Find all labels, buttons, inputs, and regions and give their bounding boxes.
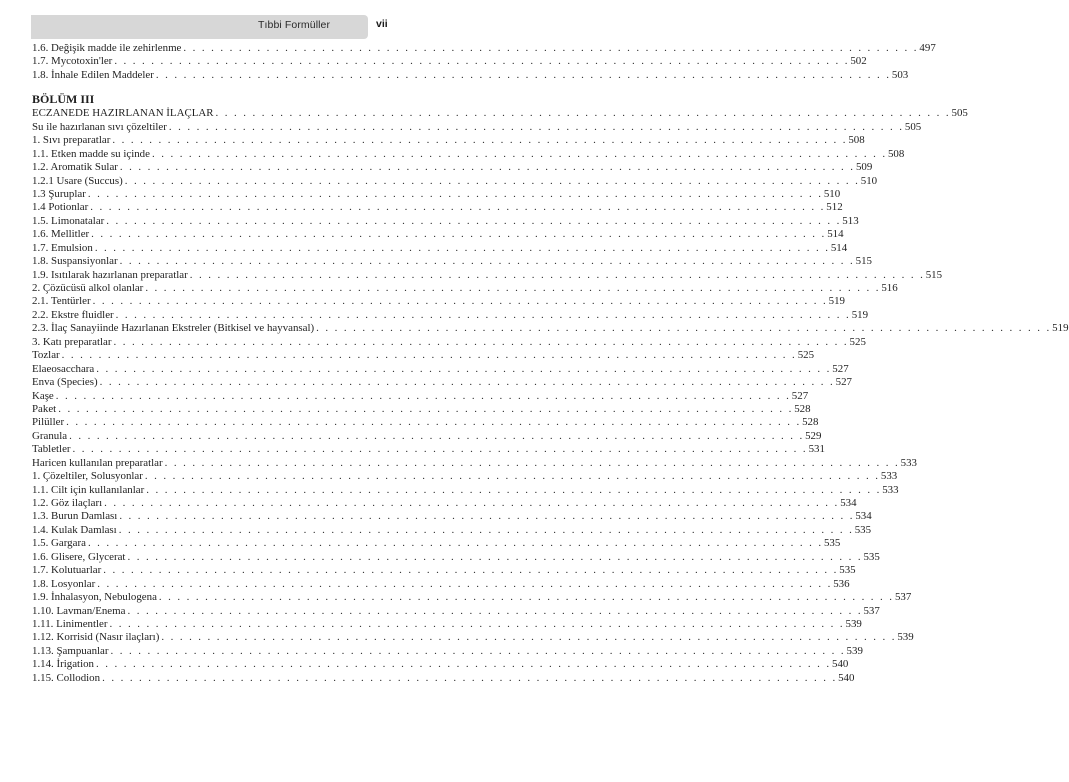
toc-entry-page: 539	[845, 617, 862, 630]
toc-entry-page: 528	[794, 402, 811, 415]
dot-leader: . . . . . . . . . . . . . . . . . . . . . . . . . . . . . . . . . . . . . . . . . . . . . . . . . . . . . . . . . . . . . . . . . . . . . . . . . . . . . . . .	[92, 295, 828, 308]
dot-leader: . . . . . . . . . . . . . . . . . . . . . . . . . . . . . . . . . . . . . . . . . . . . . . . . . . . . . . . . . . . . . . . . . . . . . . . . . . . . . . . .	[183, 42, 919, 54]
toc-entry	[32, 241, 848, 255]
toc-entry-title: 1. Sıvı preparatlar	[32, 134, 111, 147]
toc-entry	[32, 483, 899, 497]
toc-entry	[32, 322, 1069, 335]
toc-entry	[32, 617, 862, 631]
toc-entry-page: 505	[904, 120, 922, 133]
toc-entry-title: 2.2. Ekstre fluidler	[32, 308, 114, 321]
dot-leader: . . . . . . . . . . . . . . . . . . . . . . . . . . . . . . . . . . . . . . . . . . . . . . . . . . . . . . . . . . . . . . . . . . . . . . . . . . . . . . . .	[91, 228, 827, 241]
toc-entry-title: Elaeosaccharа	[32, 362, 95, 375]
toc-entry-title: 1.12. Korrisid (Nasır ilaçları)	[32, 631, 160, 644]
toc-entry	[32, 564, 856, 577]
toc-entry	[32, 349, 815, 362]
toc-entry-title: Tozlar	[32, 349, 60, 362]
toc-entry	[32, 416, 819, 429]
toc-entry	[32, 537, 841, 550]
toc-entry-title: 2. Çözücüsü alkol olanlar	[32, 282, 144, 294]
toc-entry-title: Kaşe	[32, 389, 54, 402]
toc-entry-title: 1.8. Suspansiyonlar	[32, 255, 118, 268]
dot-leader: . . . . . . . . . . . . . . . . . . . . . . . . . . . . . . . . . . . . . . . . . . . . . . . . . . . . . . . . . . . . . . . . . . . . . . . . . . . . . . . .	[87, 187, 823, 200]
toc-entry	[32, 107, 968, 120]
toc-entry-title: 1.9. Isıtılarak hazırlanan preparatlar	[32, 268, 188, 281]
running-header-title: Tıbbi Formüller	[258, 19, 331, 31]
toc-entry-title: 1.3 Şuruplar	[32, 187, 86, 200]
toc-entry	[32, 429, 822, 443]
toc-entry-page: 510	[860, 174, 878, 187]
dot-leader: . . . . . . . . . . . . . . . . . . . . . . . . . . . . . . . . . . . . . . . . . . . . . . . . . . . . . . . . . . . . . . . . . . . . . . . . . . . . . . . .	[124, 174, 860, 187]
toc-entry-title: 1.6. Mellitler	[32, 228, 90, 241]
toc-entry-page: 527	[832, 362, 849, 375]
toc-entry-page: 510	[823, 187, 841, 200]
dot-leader: . . . . . . . . . . . . . . . . . . . . . . . . . . . . . . . . . . . . . . . . . . . . . . . . . . . . . . . . . . . . . . . . . . . . . . . . . . . . . . . .	[87, 537, 823, 550]
toc-entry-page: 528	[802, 416, 819, 429]
toc-entry-title: 1.5. Limonatalar	[32, 214, 105, 227]
toc-entry-page: 533	[900, 456, 917, 469]
toc-entry	[32, 68, 909, 82]
toc-entry	[32, 523, 872, 537]
dot-leader: . . . . . . . . . . . . . . . . . . . . . . . . . . . . . . . . . . . . . . . . . . . . . . . . . . . . . . . . . . . . . . . . . . . . . . . . . . . . . . . .	[99, 376, 835, 389]
toc-entry	[32, 389, 809, 403]
toc-entry	[32, 671, 855, 685]
toc-entry-title: 1.7. Emulsion	[32, 241, 93, 254]
dot-leader: . . . . . . . . . . . . . . . . . . . . . . . . . . . . . . . . . . . . . . . . . . . . . . . . . . . . . . . . . . . . . . . . . . . . . . . . . . . . . . . .	[102, 671, 838, 684]
toc-entry-title: 1.1. Cilt için kullanılanlar	[32, 483, 145, 496]
toc-entry	[32, 591, 912, 604]
toc-entry	[32, 147, 905, 161]
dot-leader: . . . . . . . . . . . . . . . . . . . . . . . . . . . . . . . . . . . . . . . . . . . . . . . . . . . . . . . . . . . . . . . . . . . . . . . . . . . . . . . .	[61, 349, 797, 362]
toc-entry-title: 2.1. Tentürler	[32, 295, 91, 308]
toc-entry-page: 537	[863, 604, 880, 617]
toc-entry-page: 525	[797, 349, 815, 362]
toc-entry-page: 539	[897, 631, 914, 644]
dot-leader: . . . . . . . . . . . . . . . . . . . . . . . . . . . . . . . . . . . . . . . . . . . . . . . . . . . . . . . . . . . . . . . . . . . . . . . . . . . . . . . .	[155, 68, 891, 81]
toc-entry	[32, 510, 872, 523]
toc-entry-page: 513	[842, 214, 859, 227]
toc-entry-title: Paket	[32, 402, 57, 415]
toc-entry-title: 1.9. İnhalasyon, Nebulogena	[32, 591, 157, 604]
toc-entry-title: Haricen kullanılan preparatlar	[32, 456, 163, 469]
toc-entry-page: 503	[891, 68, 909, 81]
toc-entry-page: 535	[863, 550, 880, 563]
dot-leader: . . . . . . . . . . . . . . . . . . . . . . . . . . . . . . . . . . . . . . . . . . . . . . . . . . . . . . . . . . . . . . . . . . . . . . . . . . . . . . . .	[58, 402, 794, 415]
toc-entry-title: 1.15. Collodion	[32, 671, 101, 684]
dot-leader: . . . . . . . . . . . . . . . . . . . . . . . . . . . . . . . . . . . . . . . . . . . . . . . . . . . . . . . . . . . . . . . . . . . . . . . . . . . . . . . .	[90, 201, 826, 214]
dot-leader: . . . . . . . . . . . . . . . . . . . . . . . . . . . . . . . . . . . . . . . . . . . . . . . . . . . . . . . . . . . . . . . . . . . . . . . . . . . . . . . .	[151, 147, 887, 160]
toc-entry-title: Enva (Species)	[32, 376, 98, 389]
toc-entry	[32, 255, 872, 268]
toc-entry-page: 525	[849, 335, 866, 348]
dot-leader: . . . . . . . . . . . . . . . . . . . . . . . . . . . . . . . . . . . . . . . . . . . . . . . . . . . . . . . . . . . . . . . . . . . . . . . . . . . . . . . .	[114, 55, 850, 68]
toc-entry-page: 516	[881, 282, 898, 294]
toc-entry-page: 533	[882, 483, 899, 496]
toc-entry	[32, 631, 914, 644]
toc-entry	[32, 120, 922, 134]
dot-leader: . . . . . . . . . . . . . . . . . . . . . . . . . . . . . . . . . . . . . . . . . . . . . . . . . . . . . . . . . . . . . . . . . . . . . . . . . . . . . . . .	[106, 214, 842, 227]
dot-leader: . . . . . . . . . . . . . . . . . . . . . . . . . . . . . . . . . . . . . . . . . . . . . . . . . . . . . . . . . . . . . . . . . . . . . . . . . . . . . . . .	[110, 644, 846, 657]
toc-entry	[32, 268, 943, 282]
toc-entry-title: 1.7. Mycotoxin'ler	[32, 55, 113, 68]
dot-leader: . . . . . . . . . . . . . . . . . . . . . . . . . . . . . . . . . . . . . . . . . . . . . . . . . . . . . . . . . . . . . . . . . . . . . . . . . . . . . . . .	[119, 255, 855, 268]
toc-entry-title: 1.14. İrigation	[32, 658, 95, 671]
toc-entry-page: 531	[808, 443, 825, 456]
toc-entry-page: 537	[894, 591, 912, 604]
dot-leader: . . . . . . . . . . . . . . . . . . . . . . . . . . . . . . . . . . . . . . . . . . . . . . . . . . . . . . . . . . . . . . . . . . . . . . . . . . . . . . . .	[69, 429, 805, 442]
toc-entry-page: 508	[848, 134, 865, 147]
toc-entry-page: 534	[855, 510, 872, 523]
dot-leader: . . . . . . . . . . . . . . . . . . . . . . . . . . . . . . . . . . . . . . . . . . . . . . . . . . . . . . . . . . . . . . . . . . . . . . . . . . . . . . . .	[118, 523, 854, 536]
toc-entry	[32, 470, 898, 483]
toc-entry-title: 1.7. Kolutuarlar	[32, 564, 102, 577]
toc-entry-title: 1.8. Losyonlar	[32, 577, 96, 590]
toc-entry-title: Pilüller	[32, 416, 65, 429]
dot-leader: . . . . . . . . . . . . . . . . . . . . . . . . . . . . . . . . . . . . . . . . . . . . . . . . . . . . . . . . . . . . . . . . . . . . . . . . . . . . . . . .	[145, 282, 881, 294]
dot-leader: . . . . . . . . . . . . . . . . . . . . . . . . . . . . . . . . . . . . . . . . . . . . . . . . . . . . . . . . . . . . . . . . . . . . . . . . . . . . . . . .	[113, 335, 849, 348]
toc-entry-title: 1.13. Şampuanlar	[32, 644, 109, 657]
toc-entry-title: 1.8. İnhale Edilen Maddeler	[32, 68, 154, 81]
toc-entry	[32, 550, 880, 564]
dot-leader: . . . . . . . . . . . . . . . . . . . . . . . . . . . . . . . . . . . . . . . . . . . . . . . . . . . . . . . . . . . . . . . . . . . . . . . . . . . . . . . .	[96, 658, 832, 671]
toc-entry-title: ECZANEDE HAZIRLANAN İLAÇLAR	[32, 107, 214, 120]
toc-entry-page: 512	[826, 201, 843, 214]
dot-leader: . . . . . . . . . . . . . . . . . . . . . . . . . . . . . . . . . . . . . . . . . . . . . . . . . . . . . . . . . . . . . . . . . . . . . . . . . . . . . . . .	[103, 564, 839, 577]
toc-entry-title: Tabletler	[32, 443, 71, 456]
toc-entry-page: 508	[887, 147, 905, 160]
toc-entry	[32, 456, 917, 470]
toc-entry-page: 536	[833, 577, 850, 590]
toc-entry-page: 540	[832, 658, 849, 671]
toc-entry	[32, 362, 849, 376]
dot-leader: . . . . . . . . . . . . . . . . . . . . . . . . . . . . . . . . . . . . . . . . . . . . . . . . . . . . . . . . . . . . . . . . . . . . . . . . . . . . . . . .	[168, 120, 904, 133]
toc-entry-page: 515	[925, 268, 943, 281]
toc-entry-page: 509	[855, 161, 873, 174]
section-heading: BÖLÜM III	[32, 92, 95, 107]
toc-entry-page: 527	[791, 389, 809, 402]
toc-entry	[32, 308, 869, 322]
toc-entry	[32, 497, 857, 510]
toc-entry-page: 529	[805, 429, 822, 442]
toc-entry-page: 533	[880, 470, 898, 483]
toc-entry-page: 519	[851, 308, 869, 321]
page-number: vii	[376, 18, 388, 30]
toc-entry	[32, 443, 825, 456]
toc-entry-title: 1.4 Potionlar	[32, 201, 89, 214]
dot-leader: . . . . . . . . . . . . . . . . . . . . . . . . . . . . . . . . . . . . . . . . . . . . . . . . . . . . . . . . . . . . . . . . . . . . . . . . . . . . . . . .	[161, 631, 897, 644]
dot-leader: . . . . . . . . . . . . . . . . . . . . . . . . . . . . . . . . . . . . . . . . . . . . . . . . . . . . . . . . . . . . . . . . . . . . . . . . . . . . . . . .	[119, 161, 855, 174]
toc-entry-title: 1.10. Lavman/Enema	[32, 604, 126, 617]
dot-leader: . . . . . . . . . . . . . . . . . . . . . . . . . . . . . . . . . . . . . . . . . . . . . . . . . . . . . . . . . . . . . . . . . . . . . . . . . . . . . . . .	[104, 497, 840, 509]
dot-leader: . . . . . . . . . . . . . . . . . . . . . . . . . . . . . . . . . . . . . . . . . . . . . . . . . . . . . . . . . . . . . . . . . . . . . . . . . . . . . . . .	[144, 470, 880, 483]
toc-entry-title: Granula	[32, 429, 68, 442]
toc-entry-title: 1.11. Linimentler	[32, 617, 108, 630]
toc-entry-title: 1. Çözeltiler, Solusyonlar	[32, 470, 143, 483]
dot-leader: . . . . . . . . . . . . . . . . . . . . . . . . . . . . . . . . . . . . . . . . . . . . . . . . . . . . . . . . . . . . . . . . . . . . . . . . . . . . . . . .	[189, 268, 925, 281]
toc-entry	[32, 644, 863, 658]
dot-leader: . . . . . . . . . . . . . . . . . . . . . . . . . . . . . . . . . . . . . . . . . . . . . . . . . . . . . . . . . . . . . . . . . . . . . . . . . . . . . . . .	[158, 591, 894, 604]
toc-entry-page: 519	[828, 295, 845, 308]
toc-entry-page: 527	[835, 376, 852, 389]
toc-entry	[32, 604, 880, 618]
toc-entry	[32, 55, 867, 68]
toc-entry-title: 1.3. Burun Damlası	[32, 510, 118, 523]
toc-entry-page: 535	[839, 564, 856, 577]
toc-entry	[32, 282, 898, 295]
toc-entry	[32, 658, 849, 671]
toc-entry-page: 514	[827, 228, 844, 241]
toc-entry	[32, 174, 878, 188]
dot-leader: . . . . . . . . . . . . . . . . . . . . . . . . . . . . . . . . . . . . . . . . . . . . . . . . . . . . . . . . . . . . . . . . . . . . . . . . . . . . . . . .	[146, 483, 882, 496]
toc-entry-page: 535	[854, 523, 872, 536]
dot-leader: . . . . . . . . . . . . . . . . . . . . . . . . . . . . . . . . . . . . . . . . . . . . . . . . . . . . . . . . . . . . . . . . . . . . . . . . . . . . . . . .	[119, 510, 855, 523]
toc-entry	[32, 402, 811, 416]
toc-entry-title: 1.5. Gargara	[32, 537, 86, 550]
toc-entry-title: 1.4. Kulak Damlası	[32, 523, 117, 536]
dot-leader: . . . . . . . . . . . . . . . . . . . . . . . . . . . . . . . . . . . . . . . . . . . . . . . . . . . . . . . . . . . . . . . . . . . . . . . . . . . . . . . .	[55, 389, 791, 402]
toc-entry	[32, 577, 850, 591]
toc-entry-title: 1.1. Etken madde su içinde	[32, 147, 150, 160]
toc-entry	[32, 161, 873, 174]
dot-leader: . . . . . . . . . . . . . . . . . . . . . . . . . . . . . . . . . . . . . . . . . . . . . . . . . . . . . . . . . . . . . . . . . . . . . . . . . . . . . . . .	[164, 456, 900, 469]
toc-entry	[32, 214, 859, 228]
dot-leader: . . . . . . . . . . . . . . . . . . . . . . . . . . . . . . . . . . . . . . . . . . . . . . . . . . . . . . . . . . . . . . . . . . . . . . . . . . . . . . . .	[97, 577, 833, 590]
toc-entry-page: 502	[850, 55, 867, 68]
toc-entry-title: 3. Katı preparatlar	[32, 335, 112, 348]
toc-entry-page: 514	[830, 241, 848, 254]
dot-leader: . . . . . . . . . . . . . . . . . . . . . . . . . . . . . . . . . . . . . . . . . . . . . . . . . . . . . . . . . . . . . . . . . . . . . . . . . . . . . . . .	[96, 362, 832, 375]
toc-main-list	[32, 107, 1069, 685]
table-of-contents	[32, 42, 1069, 685]
toc-entry	[32, 335, 866, 349]
toc-entry-page: 519	[1052, 322, 1069, 335]
dot-leader: . . . . . . . . . . . . . . . . . . . . . . . . . . . . . . . . . . . . . . . . . . . . . . . . . . . . . . . . . . . . . . . . . . . . . . . . . . . . . . . .	[112, 134, 848, 147]
toc-entry-page: 539	[846, 644, 863, 657]
toc-entry-title: 1.6. Glisere, Glycerat	[32, 550, 126, 563]
dot-leader: . . . . . . . . . . . . . . . . . . . . . . . . . . . . . . . . . . . . . . . . . . . . . . . . . . . . . . . . . . . . . . . . . . . . . . . . . . . . . . . .	[109, 617, 845, 630]
dot-leader: . . . . . . . . . . . . . . . . . . . . . . . . . . . . . . . . . . . . . . . . . . . . . . . . . . . . . . . . . . . . . . . . . . . . . . . . . . . . . . . .	[127, 550, 863, 563]
dot-leader: . . . . . . . . . . . . . . . . . . . . . . . . . . . . . . . . . . . . . . . . . . . . . . . . . . . . . . . . . . . . . . . . . . . . . . . . . . . . . . . .	[316, 322, 1052, 335]
toc-entry-page: 505	[951, 107, 968, 120]
toc-entry-page: 534	[840, 497, 857, 509]
dot-leader: . . . . . . . . . . . . . . . . . . . . . . . . . . . . . . . . . . . . . . . . . . . . . . . . . . . . . . . . . . . . . . . . . . . . . . . . . . . . . . . .	[94, 241, 830, 254]
dot-leader: . . . . . . . . . . . . . . . . . . . . . . . . . . . . . . . . . . . . . . . . . . . . . . . . . . . . . . . . . . . . . . . . . . . . . . . . . . . . . . . .	[127, 604, 863, 617]
toc-entry	[32, 201, 843, 214]
toc-entry-title: Su ile hazırlanan sıvı çözeltiler	[32, 120, 167, 133]
toc-entry-title: 2.3. İlaç Sanayiinde Hazırlanan Ekstreler (Bitkisel ve hayvansal)	[32, 322, 315, 335]
toc-entry	[32, 228, 844, 241]
toc-entry-title: 1.2. Aromatik Sular	[32, 161, 118, 174]
dot-leader: . . . . . . . . . . . . . . . . . . . . . . . . . . . . . . . . . . . . . . . . . . . . . . . . . . . . . . . . . . . . . . . . . . . . . . . . . . . . . . . .	[72, 443, 808, 456]
dot-leader: . . . . . . . . . . . . . . . . . . . . . . . . . . . . . . . . . . . . . . . . . . . . . . . . . . . . . . . . . . . . . . . . . . . . . . . . . . . . . . . .	[115, 308, 851, 321]
dot-leader: . . . . . . . . . . . . . . . . . . . . . . . . . . . . . . . . . . . . . . . . . . . . . . . . . . . . . . . . . . . . . . . . . . . . . . . . . . . . . . . .	[215, 107, 951, 120]
toc-entry-page: 535	[823, 537, 841, 550]
toc-entry-page: 497	[919, 42, 936, 54]
toc-entry	[32, 295, 845, 308]
dot-leader: . . . . . . . . . . . . . . . . . . . . . . . . . . . . . . . . . . . . . . . . . . . . . . . . . . . . . . . . . . . . . . . . . . . . . . . . . . . . . . . .	[66, 416, 802, 429]
toc-entry	[32, 376, 852, 389]
toc-entry	[32, 42, 936, 55]
toc-entry	[32, 187, 841, 201]
toc-top-list	[32, 42, 936, 82]
toc-entry	[32, 134, 865, 147]
toc-entry-page: 540	[838, 671, 855, 684]
toc-entry-title: 1.2. Göz ilaçları	[32, 497, 103, 509]
toc-entry-page: 515	[855, 255, 872, 268]
toc-entry-title: 1.2.1 Usare (Succus)	[32, 174, 123, 187]
toc-entry-title: 1.6. Değişik madde ile zehirlenme	[32, 42, 182, 54]
